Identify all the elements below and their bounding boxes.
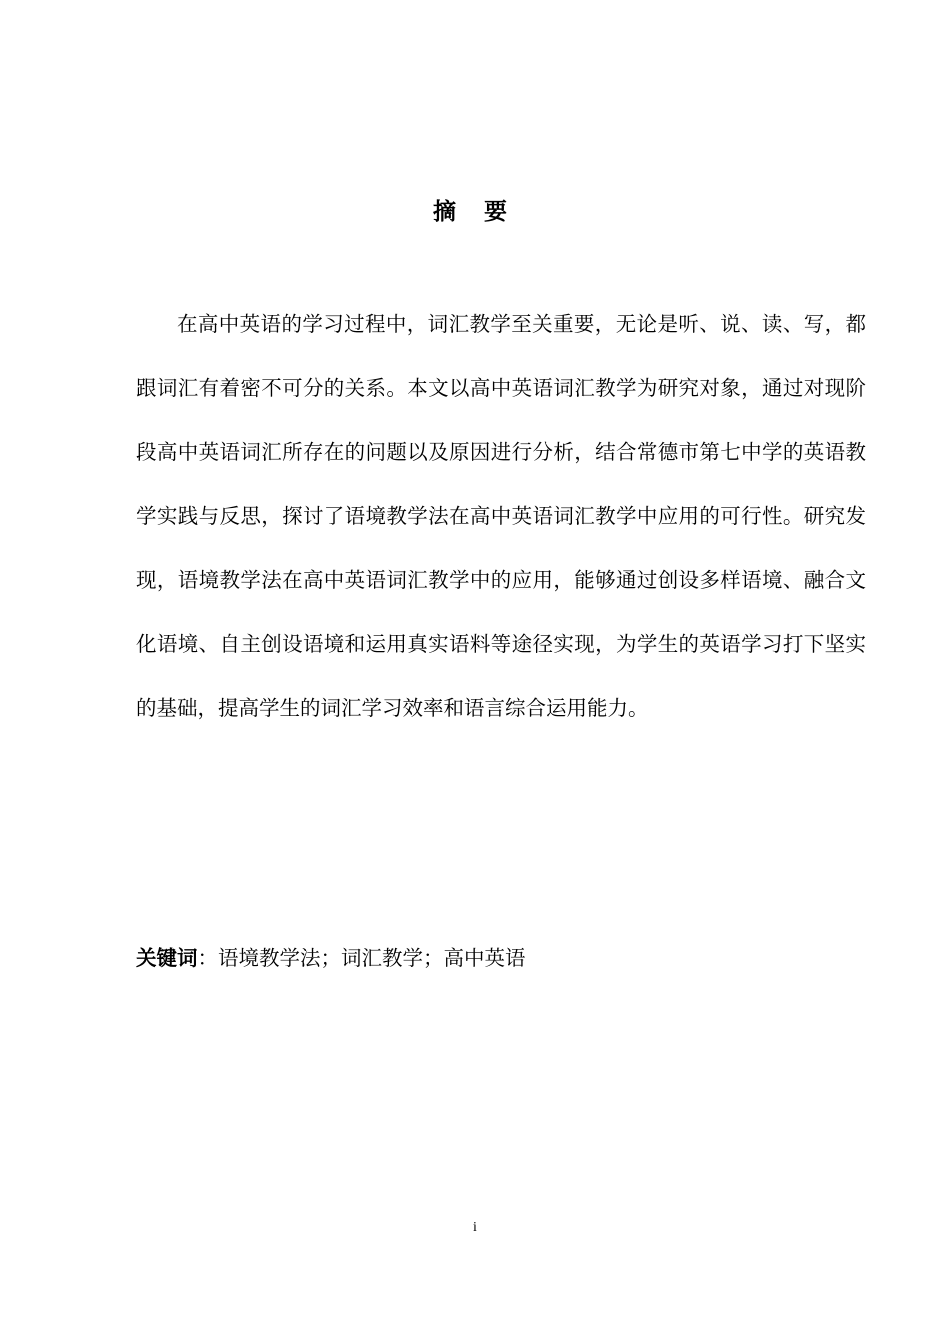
page-number: i	[473, 1220, 477, 1235]
keywords-line	[136, 942, 856, 974]
keywords-separator: ：	[197, 946, 218, 970]
abstract-title: 摘 要	[432, 199, 517, 225]
keywords-label: 关键词	[136, 946, 198, 970]
abstract-body: 在高中英语的学习过程中，词汇教学至关重要，无论是听、说、读、写，都跟词汇有着密不可分的关系。本文以高中英语词汇教学为研究对象，通过对现阶段高中英语词汇所存在的问题以及原因进行分析，结合常德市第七中学的英语教学实践与反思，探讨了语境教学法在高中英语词汇教学中应用的可行性。研究发现，语境教学法在高中英语词汇教学中的应用，能够通过创设多样语境、融合文化语境、自主创设语境和运用真实语料等途径实现，为学生的英语学习打下坚实的基础，提高学生的词汇学习效率和语言综合运用能力。	[136, 312, 866, 720]
keywords-values: 语境教学法；词汇教学；高中英语	[218, 946, 526, 970]
